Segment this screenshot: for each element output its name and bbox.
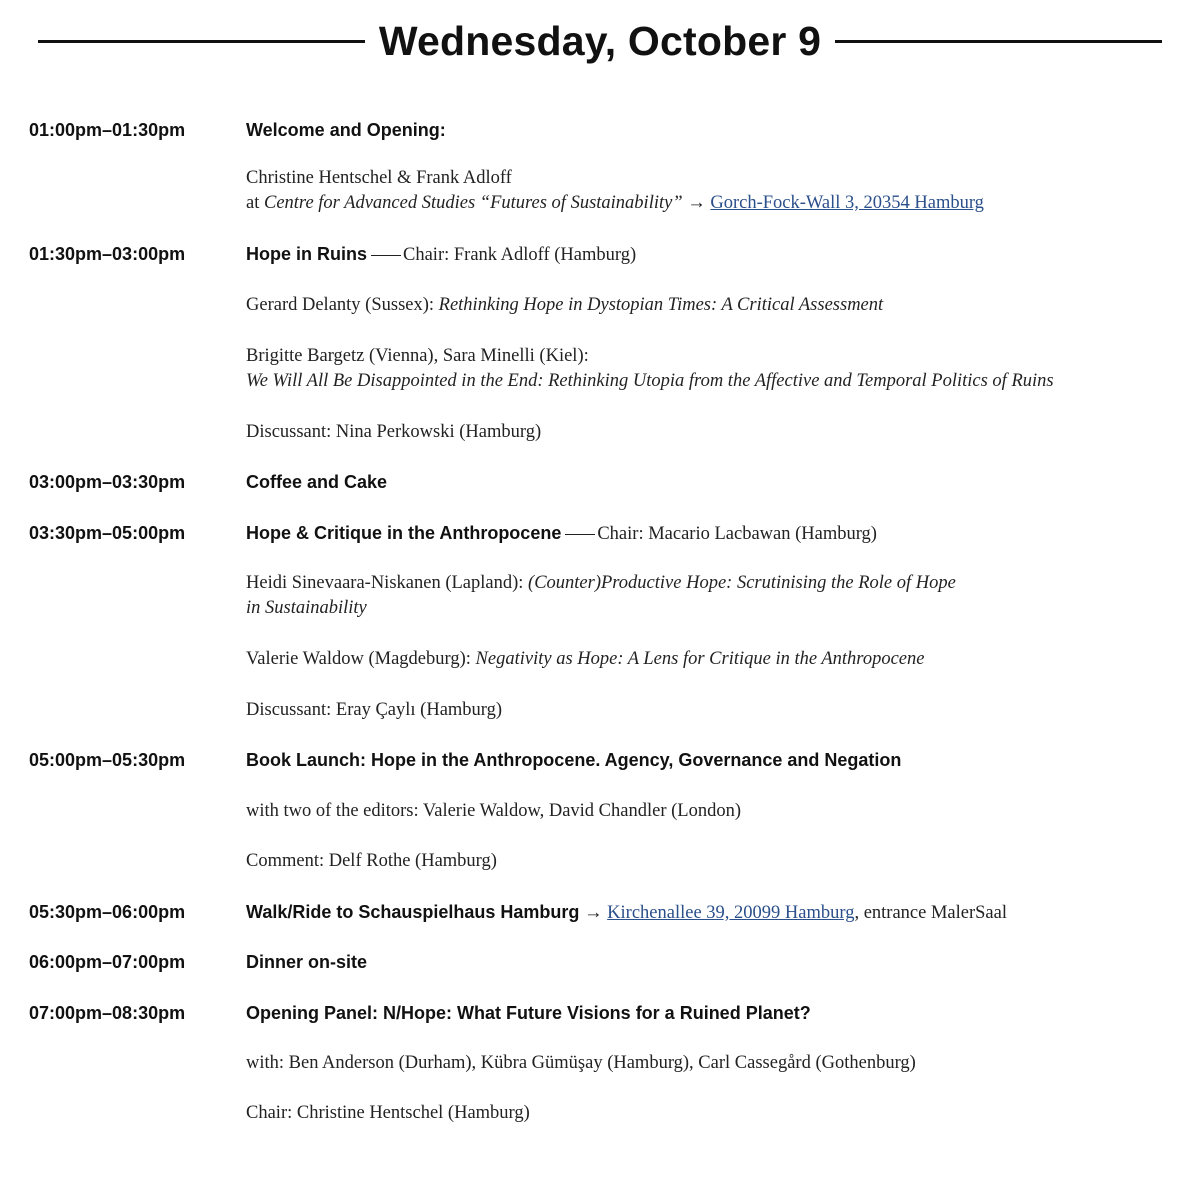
session-title: Hope & Critique in the Anthropocene [246, 523, 562, 543]
session-panelists: with: Ben Anderson (Durham), Kübra Gümüşay (Hamburg), Carl Cassegård (Gothenburg) [246, 1053, 916, 1073]
talk-speaker: Gerard Delanty (Sussex): [246, 295, 439, 315]
session-title-line [246, 120, 446, 142]
session-title-line [246, 750, 901, 772]
talk-title: (Counter)Productive Hope: Scrutinising the Role of Hope [528, 573, 956, 593]
session-title: Walk/Ride to Schauspielhaus Hamburg [246, 902, 580, 922]
session-title-line [246, 472, 387, 494]
session-time: 01:30pm–03:00pm [29, 244, 186, 264]
session-title-line [246, 902, 1007, 924]
session-title-line [246, 523, 877, 545]
arrow-icon: → [682, 193, 711, 213]
session-title: Hope in Ruins [246, 244, 367, 264]
session-time: 06:00pm–07:00pm [29, 952, 186, 972]
arrow-icon: → [579, 903, 608, 923]
session-speakers: Christine Hentschel & Frank Adloff [246, 168, 512, 188]
session-discussant: Discussant: Nina Perkowski (Hamburg) [246, 422, 542, 442]
em-dash-separator [565, 534, 595, 535]
session-chair: Chair: Frank Adloff (Hamburg) [403, 245, 637, 265]
session-chair: Chair: Christine Hentschel (Hamburg) [246, 1103, 530, 1123]
session-venue-line [246, 193, 984, 214]
venue-name: Centre for Advanced Studies “Futures of Sustainability” [263, 193, 683, 213]
talk-speaker: Valerie Waldow (Magdeburg): [246, 649, 476, 669]
session-time: 03:00pm–03:30pm [29, 472, 186, 492]
session-editors: with two of the editors: Valerie Waldow, David Chandler (London) [246, 801, 741, 821]
venue-prefix: at [246, 193, 264, 213]
talk-speaker: Heidi Sinevaara-Niskanen (Lapland): [246, 573, 529, 593]
session-discussant: Discussant: Eray Çaylı (Hamburg) [246, 700, 503, 720]
session-time: 05:00pm–05:30pm [29, 750, 186, 770]
talk-title: We Will All Be Disappointed in the End: Rethinking Utopia from the Affective and Temporal Politics of Ruins [246, 371, 1054, 391]
session-time: 05:30pm–06:00pm [29, 902, 186, 922]
talk-line [246, 649, 924, 670]
session-time: 07:00pm–08:30pm [29, 1003, 186, 1023]
session-time: 01:00pm–01:30pm [29, 120, 186, 140]
talk-title: Negativity as Hope: A Lens for Critique in the Anthropocene [475, 649, 925, 669]
session-chair: Chair: Macario Lacbawan (Hamburg) [597, 524, 877, 544]
talk-title-continued: in Sustainability [246, 598, 367, 618]
talk-speaker: Brigitte Bargetz (Vienna), Sara Minelli (Kiel): [246, 346, 589, 366]
session-comment: Comment: Delf Rothe (Hamburg) [246, 851, 497, 871]
talk-line [246, 295, 883, 316]
session-title-line [246, 1003, 811, 1025]
page-title: Wednesday, October 9 [378, 18, 822, 64]
session-title: Book Launch: Hope in the Anthropocene. Agency, Governance and Negation [246, 750, 902, 770]
session-time: 03:30pm–05:00pm [29, 523, 186, 543]
address-link[interactable]: Kirchenallee 39, 20099 Hamburg [607, 903, 855, 923]
session-title-line [246, 244, 636, 266]
address-suffix: , entrance MalerSaal [854, 903, 1007, 923]
session-title: Welcome and Opening: [246, 120, 446, 140]
talk-line [246, 573, 956, 594]
session-title: Coffee and Cake [246, 472, 388, 492]
address-link[interactable]: Gorch-Fock-Wall 3, 20354 Hamburg [710, 193, 984, 213]
em-dash-separator [371, 255, 401, 256]
talk-title: Rethinking Hope in Dystopian Times: A Critical Assessment [438, 295, 884, 315]
session-title-line [246, 952, 367, 974]
session-title: Dinner on-site [246, 952, 368, 972]
session-title: Opening Panel: N/Hope: What Future Visions for a Ruined Planet? [246, 1003, 811, 1023]
